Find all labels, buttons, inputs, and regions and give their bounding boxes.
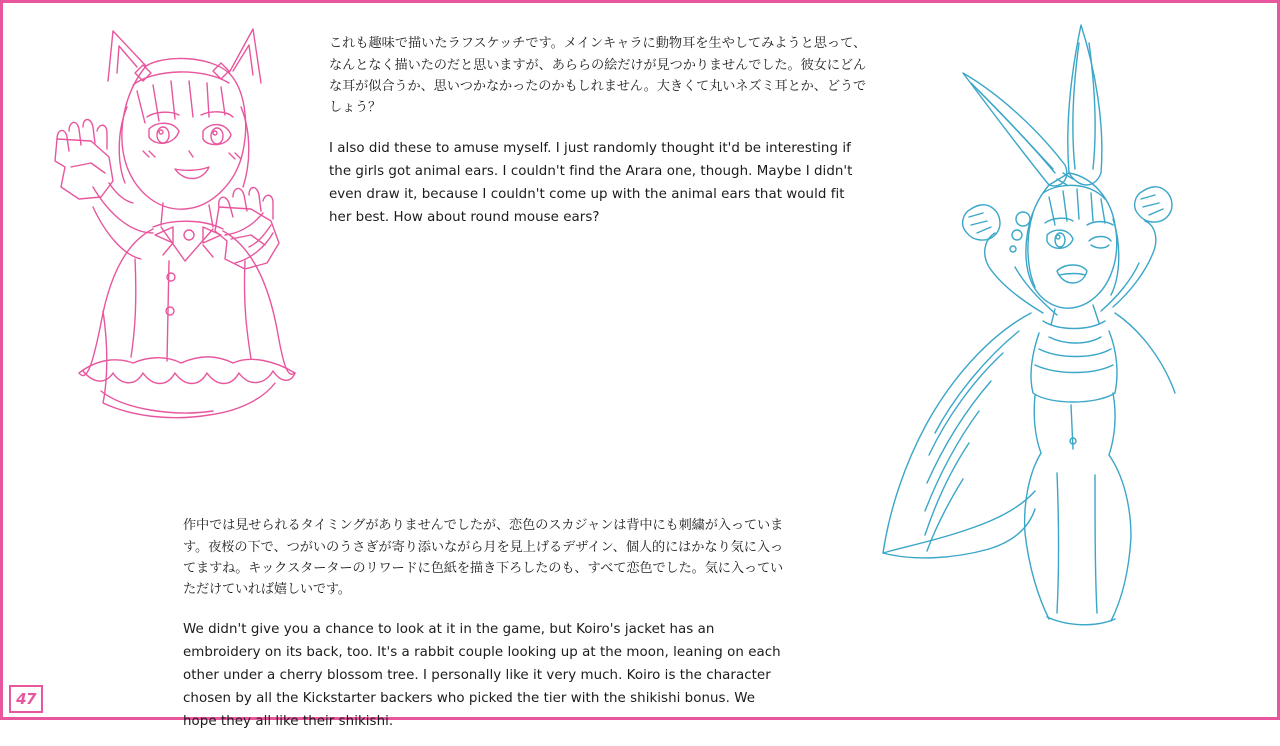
cat-ear-girl-sketch [13,11,333,451]
bottom-japanese-paragraph: 作中では見せられるタイミングがありませんでしたが、恋色のスカジャンは背中にも刺繍が入っています。夜桜の下で、つがいのうさぎが寄り添いながら月を見上げるデザイン、個人的にはかなり気に入ってますね。キックスターターのリワードに色紙を描き下ろしたのも、すべて恋色でした。気に入っていただけていれば嬉しいです。 [183,518,783,598]
page-number: 47 [9,685,43,713]
bottom-english-paragraph: We didn't give you a chance to look at it in the game, but Koiro's jacket has an embroidery on its back, too. It's a rabbit couple looking up at the moon, leaning on each other under a cherry blossom tree. I personally like it very much. Koiro is the character chosen by all the Kickstarter backers who picked the tier with the shikishi bonus. We hope they all like their shikishi. [183,621,781,729]
top-japanese-paragraph: これも趣味で描いたラフスケッチです。メインキャラに動物耳を生やしてみようと思って、なんとなく描いたのだと思いますが、あららの絵だけが見つかりませんでした。彼女にどんな耳が似合うか、思いつかなかったのかもしれません。大きくて丸いネズミ耳とか、どうでしょう？ [329,36,866,116]
text-block-bottom [183,502,783,746]
top-english-paragraph: I also did these to amuse myself. I just randomly thought it'd be interesting if the girls got animal ears. I couldn't find the Arara one, though. Maybe I didn't even draw it, because I couldn't come up with the animal ears that would fit her best. How about round mouse ears? [329,140,853,225]
text-block-top [329,20,866,242]
bunny-ear-girl-sketch [843,13,1273,633]
